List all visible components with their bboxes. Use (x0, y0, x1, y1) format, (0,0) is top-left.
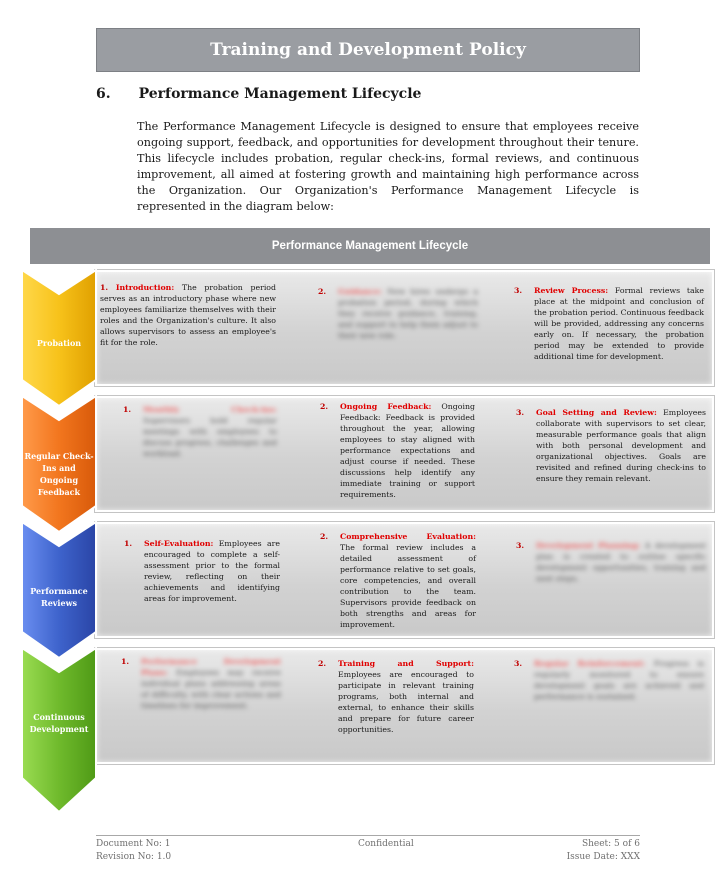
item-text: Progress is regularly monitored to ensure development goals are achieved and performance is sustained. (534, 659, 704, 701)
section-title: Performance Management Lifecycle (138, 86, 422, 102)
item-number: 2. (320, 402, 329, 411)
item-keyword: Introduction: (115, 283, 175, 292)
checkins-item-1 (123, 404, 277, 459)
item-text: The formal review includes a detailed assessment of performance relative to set goals, core competencies, and overall contribution to the team. Supervisors provide feedback on both strengths and areas for improvement. (340, 543, 476, 629)
footer-revision-no: Revision No: 1.0 (96, 852, 172, 862)
item-number: 2. (318, 287, 327, 296)
item-keyword: Development Planning: (536, 541, 641, 550)
item-number: 3. (514, 659, 523, 668)
item-number: 1. (123, 405, 132, 414)
item-text: Supervisors hold regular meetings with employees to discuss progress, challenges and workload. (143, 416, 277, 458)
item-keyword: Monthly Check-ins: (143, 405, 277, 414)
footer-issue-date: Issue Date: XXX (566, 852, 640, 862)
item-keyword: Performance Development Plans: (141, 657, 281, 677)
item-keyword: Training and Support: (338, 659, 474, 668)
checkins-item-3 (516, 407, 706, 484)
item-keyword: Guidance: (338, 287, 383, 296)
document-title: Training and Development Policy (210, 40, 526, 60)
continuous-item-3 (514, 658, 704, 702)
item-number: 1. (124, 539, 133, 548)
item-number: 1. (121, 657, 130, 666)
footer-confidential: Confidential (358, 839, 414, 849)
footer-divider (96, 835, 640, 836)
diagram-title: Performance Management Lifecycle (271, 240, 469, 252)
reviews-item-2 (320, 531, 476, 630)
item-text: Employees collaborate with supervisors to set clear, measurable performance goals that align with both personal development and organizational objectives. Goals are revisited and refined during check-ins to ensure they remain relevant. (536, 408, 706, 483)
item-keyword: Review Process: (534, 286, 609, 295)
diagram-header (30, 228, 710, 264)
stage-label-probation: Probation (36, 338, 82, 348)
item-text: Employees are encouraged to complete a self-assessment prior to the formal review, reflecting on their achievements and identifying areas for improvement. (144, 539, 280, 603)
stage-label-reviews: Performance Reviews (30, 586, 88, 608)
item-number: 1. (100, 283, 109, 292)
item-keyword: Self-Evaluation: (144, 539, 214, 548)
section-heading (96, 86, 421, 102)
footer-document-no: Document No: 1 (96, 839, 171, 849)
item-keyword: Regular Reinforcement: (534, 659, 646, 668)
footer-sheet: Sheet: 5 of 6 (581, 839, 640, 849)
item-number: 2. (318, 659, 327, 668)
item-number: 2. (320, 532, 329, 541)
reviews-item-3 (516, 540, 706, 584)
checkins-item-2 (320, 401, 475, 506)
probation-item-1 (100, 282, 276, 348)
item-keyword: Ongoing Feedback: (340, 402, 432, 411)
item-text: A development plan is created to outline specific development opportunities, training and next steps. (536, 541, 706, 583)
item-number: 3. (514, 286, 523, 295)
item-text: Formal reviews take place at the midpoint and conclusion of the probation period. Continuous feedback will be provided, addressing any concerns early on. If necessary, the probation period may be extended to provide additional time for development. (534, 286, 704, 361)
item-keyword: Goal Setting and Review: (536, 408, 657, 417)
item-number: 3. (516, 541, 525, 550)
item-text: The probation period serves as an introductory phase where new employees familiarize themselves with their roles and the Organization's culture. It also allows supervisors to assess an employee's fit for the role. (100, 283, 276, 347)
probation-item-2 (318, 286, 478, 341)
item-number: 3. (516, 408, 525, 417)
continuous-item-2 (318, 658, 474, 735)
continuous-item-1 (121, 656, 281, 711)
item-text: New hires undergo a probation period, during which they receive guidance, training, and support to help them adjust to their new role. (338, 287, 478, 340)
stage-label-continuous: Continuous Development (29, 712, 89, 734)
probation-item-3 (514, 285, 704, 362)
reviews-item-1 (124, 538, 280, 604)
section-intro: The Performance Management Lifecycle is designed to ensure that employees receive ongoing support, feedback, and opportunities for development throughout their tenure. This lifecycle includes probation, regular check-ins, formal reviews, and continuous improvement, all aimed at fostering growth and maintaining high performance across the Organization. Our Organization's Performance Management Lifecycle is represented in the diagram below: (137, 120, 639, 213)
item-text: Ongoing Feedback: Feedback is provided throughout the year, allowing employees to stay aligned with performance expectations and adjust course if needed. These discussions help identify any immediate training or support requirements. (340, 402, 475, 499)
item-text: Employees may receive individual plans addressing areas of difficulty, with clear actions and timelines for improvement. (141, 668, 281, 710)
section-number: 6. (96, 86, 111, 102)
item-keyword: Comprehensive Evaluation: (340, 532, 476, 541)
stage-label-checkins: Regular Check-Ins and Ongoing Feedback (24, 451, 94, 497)
document-title-bar (96, 28, 640, 72)
item-text: Employees are encouraged to participate in relevant training programs, both internal and external, to enhance their skills and prepare for future career opportunities. (338, 670, 474, 734)
